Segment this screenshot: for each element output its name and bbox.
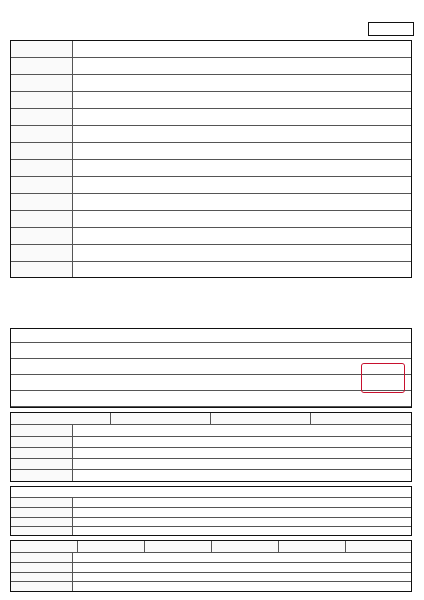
field-label: [11, 448, 73, 458]
form-row: [11, 58, 411, 75]
field-value: [75, 527, 409, 535]
field-label: [11, 563, 73, 572]
form-row: [11, 391, 411, 407]
field-value: [75, 498, 409, 507]
form-row: [11, 262, 411, 277]
form-row: [11, 75, 411, 92]
field-value: [75, 518, 409, 526]
field-value: [75, 508, 409, 517]
form-row: [11, 160, 411, 177]
form-row: [11, 527, 411, 535]
field-label: [11, 582, 73, 591]
form-row: [11, 126, 411, 143]
field-label: [11, 553, 73, 562]
table-header-cell: [279, 541, 346, 553]
field-label: [11, 126, 73, 142]
table-header-cell: [311, 413, 411, 425]
form-row: [11, 194, 411, 211]
table-row: [11, 470, 411, 481]
form-row: [11, 508, 411, 518]
table-row: [11, 563, 411, 573]
form-row: [11, 177, 411, 194]
form-row: [11, 359, 411, 375]
form-row: [11, 92, 411, 109]
field-value: [75, 425, 409, 436]
delegation-line: [13, 359, 351, 374]
field-label: [11, 245, 73, 261]
field-label: [11, 194, 73, 210]
delegation-section: [10, 328, 412, 408]
field-value: [75, 437, 409, 447]
form-row: [11, 143, 411, 160]
table-row: [11, 582, 411, 591]
section-title: [13, 487, 409, 497]
form-page: [10, 8, 414, 592]
notes-text: [12, 280, 410, 326]
table-row: [11, 448, 411, 459]
table-row: [11, 553, 411, 563]
table-header-cell: [111, 413, 211, 425]
company-seal-stamp: [361, 363, 405, 393]
field-value: [75, 160, 409, 176]
form-row: [11, 245, 411, 262]
field-value: [75, 459, 409, 469]
field-label: [11, 573, 73, 581]
field-label: [11, 143, 73, 159]
field-value: [75, 262, 409, 277]
field-value: [75, 245, 409, 261]
field-value: [75, 41, 409, 57]
delegation-line: [13, 391, 351, 406]
field-label: [11, 228, 73, 244]
form-row: [11, 518, 411, 527]
delegation-line: [13, 343, 351, 358]
field-label: [11, 437, 73, 447]
field-value: [75, 126, 409, 142]
field-value: [75, 582, 409, 591]
delegation-line: [13, 375, 351, 390]
field-value: [75, 470, 409, 481]
field-value: [75, 194, 409, 210]
field-label: [11, 58, 73, 74]
field-value: [75, 177, 409, 193]
field-label: [11, 470, 73, 481]
form-row: [11, 375, 411, 391]
form-row: [11, 498, 411, 508]
form-row: [11, 228, 411, 245]
table-header-row: [11, 541, 411, 553]
form-row: [11, 343, 411, 359]
field-label: [11, 177, 73, 193]
field-label: [11, 498, 73, 507]
field-label: [11, 75, 73, 91]
table-header-cell: [212, 541, 279, 553]
table-header-cell: [11, 413, 111, 425]
form-row: [11, 109, 411, 126]
applicant-section: [10, 40, 412, 278]
field-label: [11, 425, 73, 436]
field-value: [75, 75, 409, 91]
table-header-cell: [346, 541, 411, 553]
table-row: [11, 459, 411, 470]
field-label: [11, 459, 73, 469]
table-row: [11, 437, 411, 448]
form-row: [11, 41, 411, 58]
table-header-cell: [145, 541, 212, 553]
field-label: [11, 109, 73, 125]
field-label: [11, 262, 73, 277]
field-label: [11, 92, 73, 108]
field-value: [75, 58, 409, 74]
table-row: [11, 573, 411, 582]
table-row: [11, 425, 411, 437]
field-value: [75, 143, 409, 159]
field-value: [75, 448, 409, 458]
field-value: [75, 553, 409, 562]
table-header-cell: [11, 541, 78, 553]
field-value: [75, 211, 409, 227]
field-value: [75, 228, 409, 244]
field-value: [75, 563, 409, 572]
table-header-row: [11, 413, 411, 425]
form-row: [11, 329, 411, 343]
office-use-section: [10, 540, 412, 592]
field-label: [11, 508, 73, 517]
table-header-cell: [78, 541, 145, 553]
form-title: [10, 8, 414, 24]
field-label: [11, 160, 73, 176]
table-header-cell: [211, 413, 311, 425]
field-value: [75, 573, 409, 581]
field-value: [75, 92, 409, 108]
form-row: [11, 211, 411, 228]
completion-section: [10, 486, 412, 536]
field-label: [11, 41, 73, 57]
sample-badge: [368, 22, 414, 36]
payment-section: [10, 412, 412, 482]
field-label: [11, 518, 73, 526]
field-value: [75, 109, 409, 125]
field-label: [11, 211, 73, 227]
form-row: [11, 487, 411, 498]
section-title: [13, 329, 409, 342]
field-label: [11, 527, 73, 535]
